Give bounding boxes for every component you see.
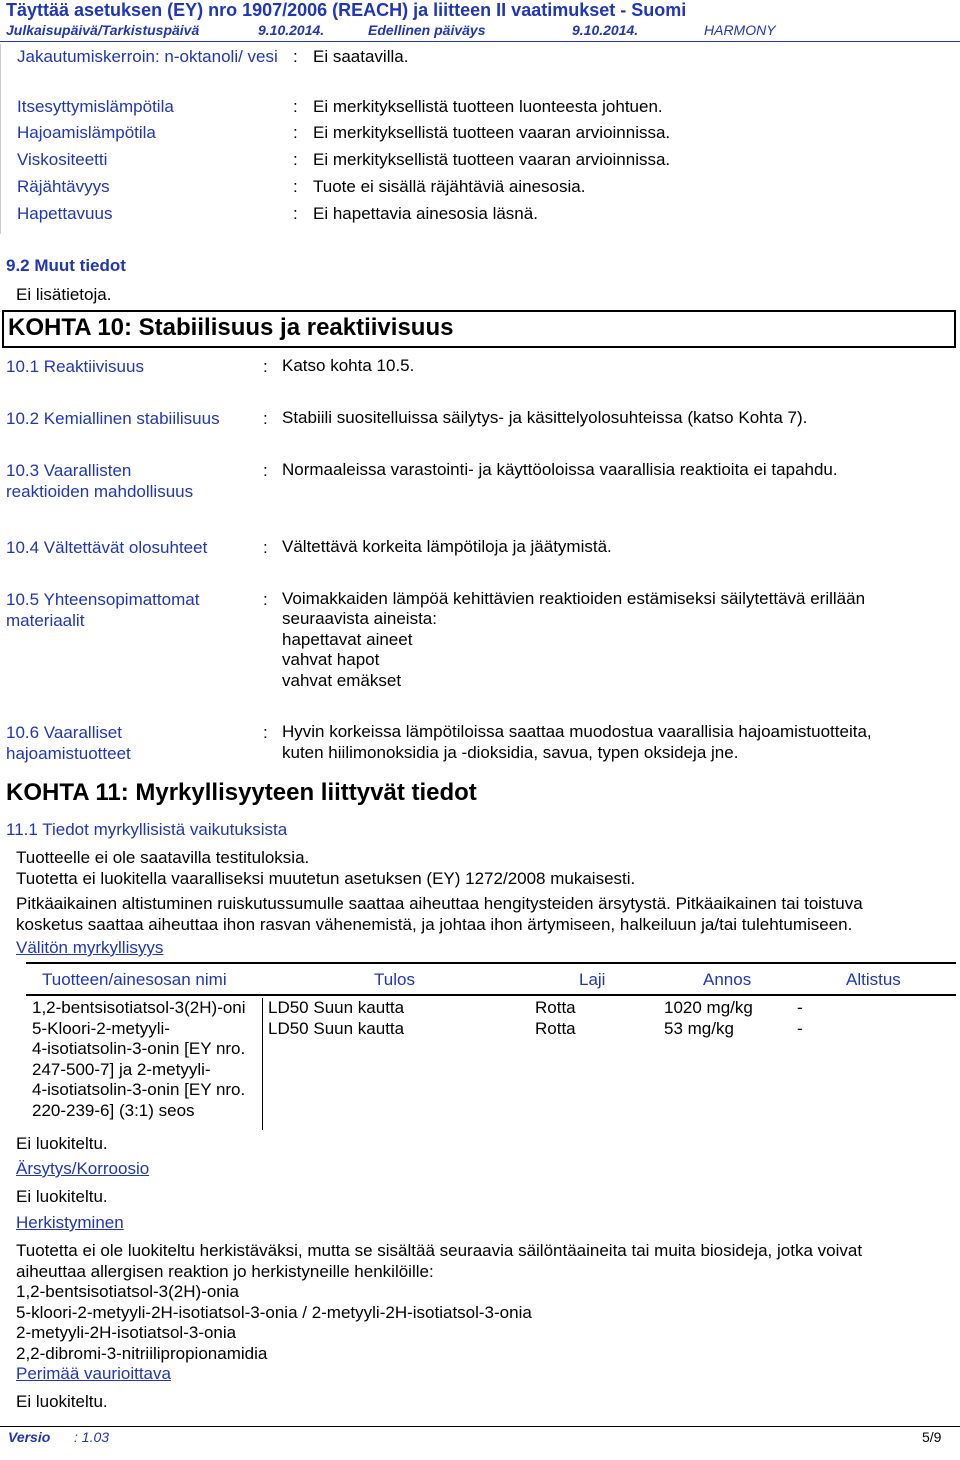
incompatible-materials-value: seuraavista aineista: bbox=[282, 609, 437, 628]
property-value: Ei merkityksellistä tuotteen vaaran arvioinnissa. bbox=[313, 123, 671, 142]
decomposition-products-colon: : bbox=[263, 723, 268, 742]
incompatible-materials-value: Voimakkaiden lämpöä kehittävien reaktioiden estämiseksi säilytettävä erillään bbox=[282, 589, 866, 608]
acute-toxicity-link[interactable]: Välitön myrkyllisyys bbox=[16, 938, 164, 957]
decomposition-products-value: Hyvin korkeissa lämpötiloissa saattaa muodostua vaarallisia hajoamistuotteita, bbox=[282, 722, 872, 741]
decomposition-products-label: 10.6 Vaaralliset bbox=[6, 723, 122, 742]
substance-name-line: 5-Kloori-2-metyyli- bbox=[32, 1018, 170, 1038]
result-line: LD50 Suun kautta bbox=[268, 998, 405, 1017]
property-colon: : bbox=[293, 204, 298, 223]
property-value: Ei merkityksellistä tuotteen luonteesta johtuen. bbox=[313, 97, 663, 116]
germ-cell-mutagenicity-link[interactable]: Perimää vaurioittava bbox=[16, 1364, 171, 1383]
species-line: Rotta bbox=[535, 998, 576, 1017]
column-header-species: Laji bbox=[579, 970, 606, 989]
column-header-dose: Annos bbox=[703, 970, 752, 989]
property-value: Ei merkityksellistä tuotteen vaaran arvioinnissa. bbox=[313, 150, 671, 169]
incompatible-materials-value: vahvat hapot bbox=[282, 650, 380, 669]
property-colon: : bbox=[293, 177, 298, 196]
sensitisation-link[interactable]: Herkistyminen bbox=[16, 1213, 124, 1232]
dose-line: 53 mg/kg bbox=[664, 1018, 734, 1038]
species-cell bbox=[535, 998, 576, 1039]
hazardous-reactions-label: reaktioiden mahdollisuus bbox=[6, 482, 194, 501]
sensitisation-text: 2-metyyli-2H-isotiatsol-3-onia bbox=[16, 1323, 237, 1342]
incompatible-materials-colon: : bbox=[263, 590, 268, 609]
revision-date-label: Julkaisupäivä/Tarkistuspäivä bbox=[6, 22, 200, 38]
incompatible-materials-value: hapettavat aineet bbox=[282, 630, 413, 649]
substance-name-line: 220-239-6] (3:1) seos bbox=[32, 1100, 195, 1120]
hazardous-reactions-colon: : bbox=[263, 461, 268, 480]
incompatible-materials-label: 10.5 Yhteensopimattomat bbox=[6, 590, 200, 609]
result-cell bbox=[268, 998, 404, 1039]
property-label: Jakautumiskerroin: n-oktanoli/ vesi bbox=[17, 47, 278, 66]
substance-name-line: 4-isotiatsolin-3-onin [EY nro. bbox=[32, 1080, 246, 1099]
intro-text: Tuotteelle ei ole saatavilla testituloksia. bbox=[16, 848, 310, 867]
property-label: Hapettavuus bbox=[17, 204, 113, 223]
result-line: LD50 Suun kautta bbox=[268, 1018, 405, 1038]
property-value: Tuote ei sisällä räjähtäviä ainesosia. bbox=[313, 177, 586, 196]
hazardous-reactions-value: Normaaleissa varastointi- ja käyttöoloissa vaarallisia reaktioita ei tapahdu. bbox=[282, 460, 838, 479]
dose-line: 1020 mg/kg bbox=[664, 998, 753, 1017]
conditions-to-avoid-colon: : bbox=[263, 538, 268, 557]
property-colon: : bbox=[293, 123, 298, 142]
section-11-1-heading: 11.1 Tiedot myrkyllisistä vaikutuksista bbox=[6, 820, 288, 839]
section-10-title: KOHTA 10: Stabiilisuus ja reaktiivisuus bbox=[8, 314, 454, 341]
previous-date: 9.10.2014. bbox=[572, 22, 639, 38]
product-name: HARMONY bbox=[704, 22, 776, 38]
document-title: Täyttää asetuksen (EY) nro 1907/2006 (REACH) ja liitteen II vaatimukset - Suomi bbox=[6, 0, 687, 20]
irritation-corrosion-link[interactable]: Ärsytys/Korroosio bbox=[16, 1159, 150, 1178]
incompatible-materials-label: materiaalit bbox=[6, 611, 85, 630]
exposure-cell bbox=[797, 998, 803, 1039]
incompatible-materials-value: vahvat emäkset bbox=[282, 671, 402, 690]
section-9-2-text: Ei lisätietoja. bbox=[16, 285, 112, 304]
sensitisation-text: Tuotetta ei ole luokiteltu herkistäväksi, mutta se sisältää seuraavia säilöntäaineita tai muita biosideja, jotka voivat bbox=[16, 1241, 863, 1260]
chemical-stability-value: Stabiili suositelluissa säilytys- ja käsittelyolosuhteissa (katso Kohta 7). bbox=[282, 408, 808, 427]
toxicity-table-header bbox=[26, 962, 956, 996]
reactivity-value: Katso kohta 10.5. bbox=[282, 356, 415, 375]
property-label: Viskositeetti bbox=[17, 150, 108, 169]
conditions-to-avoid-label: 10.4 Vältettävät olosuhteet bbox=[6, 538, 208, 557]
chemical-stability-label: 10.2 Kemiallinen stabiilisuus bbox=[6, 409, 220, 428]
table-divider bbox=[262, 998, 263, 1130]
sensitisation-text: 5-kloori-2-metyyli-2H-isotiatsol-3-onia / 2-metyyli-2H-isotiatsol-3-onia bbox=[16, 1303, 532, 1322]
exposure-line: - bbox=[797, 998, 803, 1017]
reactivity-colon: : bbox=[263, 357, 268, 376]
mutagenicity-not-classified: Ei luokiteltu. bbox=[16, 1392, 108, 1411]
version-number: : 1.03 bbox=[74, 1429, 110, 1445]
exposure-line: - bbox=[797, 1018, 803, 1038]
substance-name-line: 247-500-7] ja 2-metyyli- bbox=[32, 1059, 211, 1079]
property-colon: : bbox=[293, 47, 298, 66]
property-label: Itsesyttymislämpötila bbox=[17, 97, 174, 116]
decomposition-products-value: kuten hiilimonoksidia ja -dioksidia, savua, typen oksideja jne. bbox=[282, 743, 739, 762]
properties-block bbox=[0, 44, 960, 234]
conditions-to-avoid-value: Vältettävä korkeita lämpötiloja ja jäätymistä. bbox=[282, 537, 612, 556]
revision-date: 9.10.2014. bbox=[258, 22, 325, 38]
section-11-title: KOHTA 11: Myrkyllisyyteen liittyvät tiedot bbox=[6, 779, 477, 806]
header-divider bbox=[0, 41, 960, 42]
acute-not-classified: Ei luokiteltu. bbox=[16, 1134, 108, 1153]
exposure-text: Pitkäaikainen altistuminen ruiskutussumulle saattaa aiheuttaa hengitysteiden ärsytystä. Pitkäaikainen tai toistuva bbox=[16, 894, 863, 913]
column-header-exposure: Altistus bbox=[846, 970, 901, 989]
reactivity-label: 10.1 Reaktiivisuus bbox=[6, 357, 144, 376]
sensitisation-text: 2,2-dibromi-3-nitriilipropionamidia bbox=[16, 1344, 268, 1363]
sensitisation-text: aiheuttaa allergisen reaktion jo herkistyneille henkilöille: bbox=[16, 1262, 434, 1281]
column-header-name: Tuotteen/ainesosan nimi bbox=[42, 970, 227, 989]
irritation-not-classified: Ei luokiteltu. bbox=[16, 1187, 108, 1206]
property-label: Hajoamislämpötila bbox=[17, 123, 156, 142]
chemical-stability-colon: : bbox=[263, 409, 268, 428]
previous-date-label: Edellinen päiväys bbox=[368, 22, 486, 38]
property-colon: : bbox=[293, 150, 298, 169]
sensitisation-text: 1,2-bentsisotiatsol-3(2H)-onia bbox=[16, 1282, 239, 1301]
column-header-result: Tulos bbox=[374, 970, 415, 989]
hazardous-reactions-label: 10.3 Vaarallisten bbox=[6, 461, 132, 480]
substance-name-cell bbox=[32, 998, 246, 1121]
page-number: 5/9 bbox=[922, 1429, 942, 1445]
section-9-2-heading: 9.2 Muut tiedot bbox=[6, 256, 126, 275]
property-label: Räjähtävyys bbox=[17, 177, 110, 196]
substance-name-line: 4-isotiatsolin-3-onin [EY nro. bbox=[32, 1039, 246, 1058]
property-colon: : bbox=[293, 97, 298, 116]
property-value: Ei saatavilla. bbox=[313, 47, 409, 66]
version-label: Versio bbox=[8, 1429, 51, 1445]
property-value: Ei hapettavia ainesosia läsnä. bbox=[313, 204, 538, 223]
dose-cell bbox=[664, 998, 753, 1039]
intro-text: Tuotetta ei luokitella vaaralliseksi muutetun asetuksen (EY) 1272/2008 mukaisesti. bbox=[16, 869, 636, 888]
species-line: Rotta bbox=[535, 1018, 576, 1038]
footer-divider bbox=[0, 1426, 960, 1427]
exposure-text: kosketus saattaa aiheuttaa ihon rasvan vähenemistä, ja johtaa ihon ärtymiseen, halkeiluun ja/tai tulehtumiseen. bbox=[16, 915, 853, 934]
substance-name-line: 1,2-bentsisotiatsol-3(2H)-oni bbox=[32, 998, 246, 1017]
decomposition-products-label: hajoamistuotteet bbox=[6, 744, 131, 763]
